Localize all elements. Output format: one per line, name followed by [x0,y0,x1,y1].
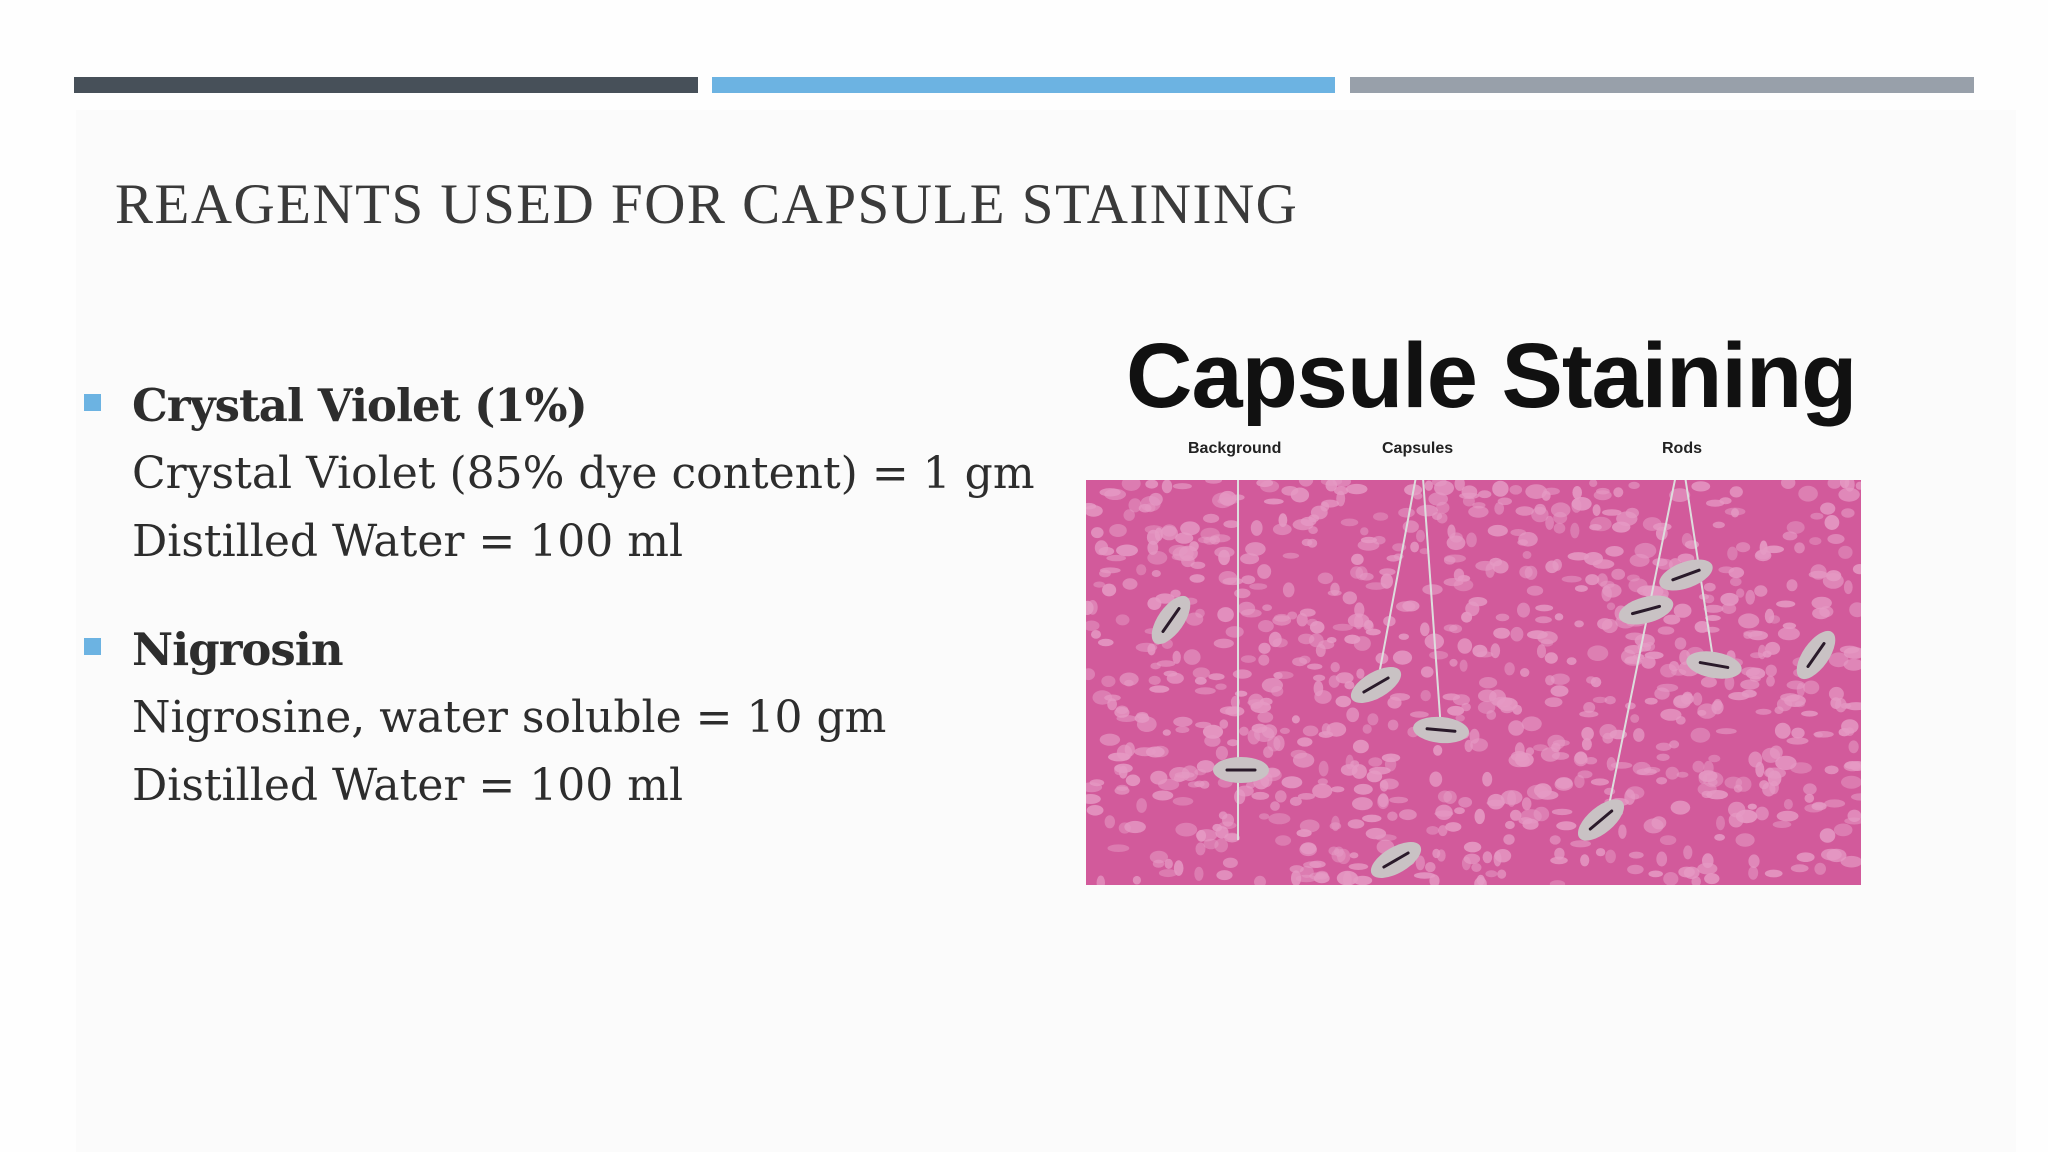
bullet-square-icon [84,394,101,411]
header-bar-dark [74,77,698,93]
label-rods: Rods [1662,440,1702,457]
figure-title: Capsule Staining [1126,325,1857,427]
reagent-name: Nigrosin [132,623,343,676]
slide-title: REAGENTS USED FOR CAPSULE STAINING [115,173,1299,236]
reagent-detail: Distilled Water = 100 ml [132,760,684,811]
reagent-item-crystal-violet [84,372,1044,576]
reagent-detail: Nigrosine, water soluble = 10 gm [132,692,887,743]
reagent-detail: Crystal Violet (85% dye content) = 1 gm [132,448,1035,499]
header-bar-gray [1350,77,1974,93]
bullet-square-icon [84,638,101,655]
capsule-rod [1213,757,1269,783]
label-capsules: Capsules [1382,440,1454,457]
reagent-detail: Distilled Water = 100 ml [132,516,684,567]
label-background: Background [1188,440,1282,457]
reagent-list [84,372,1044,860]
reagent-name: Crystal Violet (1%) [132,379,587,432]
header-bar-blue [712,77,1335,93]
capsule-staining-figure [1086,318,1861,888]
reagent-item-nigrosin [84,616,1044,820]
micrograph-image [1086,480,1861,885]
